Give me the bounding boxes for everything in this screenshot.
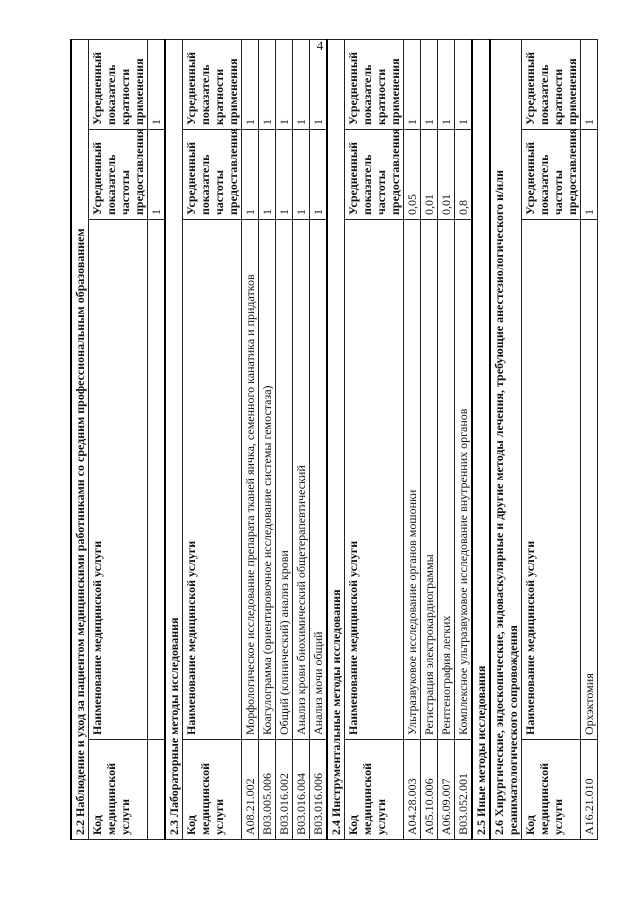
section-title-row — [327, 39, 345, 839]
header-name: Наименование медицинской услуги — [183, 220, 242, 740]
cell-name: Анализ мочи общий — [310, 220, 328, 740]
cell-code — [148, 740, 166, 840]
table-row — [455, 39, 473, 839]
cell-frequency: 1 — [259, 130, 276, 220]
header-row — [89, 39, 148, 839]
header-code: Код медицинской услуги — [522, 740, 581, 840]
cell-code: B03.005.006 — [259, 740, 276, 840]
section-title-row — [165, 39, 183, 839]
cell-name: Рентгенография легких — [438, 220, 455, 740]
header-multiplicity: Усредненный показатель кратности применения — [183, 39, 242, 129]
header-code: Код медицинской услуги — [89, 740, 148, 840]
cell-code: A05.10.006 — [421, 740, 438, 840]
cell-multiplicity: 1 — [148, 39, 166, 129]
cell-multiplicity: 1 — [404, 39, 421, 129]
section-title-2-2: 2.2 Наблюдение и уход за пациентом медицинскими работниками со средним профессиональным образованием — [71, 39, 89, 839]
header-row — [345, 39, 404, 839]
cell-multiplicity: 1 — [310, 39, 328, 129]
header-code: Код медицинской услуги — [345, 740, 404, 840]
cell-name: Комплексное ультразвуковое исследование внутренних органов — [455, 220, 473, 740]
cell-code: B03.016.002 — [276, 740, 293, 840]
cell-name: Коагулограмма (ориентировочное исследование системы гемостаза) — [259, 220, 276, 740]
cell-code: A06.09.007 — [438, 740, 455, 840]
cell-frequency: 0,8 — [455, 130, 473, 220]
cell-multiplicity: 1 — [259, 39, 276, 129]
cell-name: Регистрация электрокардиограммы — [421, 220, 438, 740]
section-title: 2.6 Хирургические, эндоскопические, эндоваскулярные и другие методы лечения, требующие анестезиологического и/или реаниматологического сопровождения — [490, 39, 522, 839]
header-frequency: Усредненный показатель частоты предоставления — [89, 130, 148, 220]
header-frequency: Усредненный показатель частоты предоставления — [183, 130, 242, 220]
page-number: 4 — [316, 38, 324, 53]
table-row — [293, 39, 310, 839]
header-multiplicity: Усредненный показатель кратности применения — [522, 39, 581, 129]
cell-code: A04.28.003 — [404, 740, 421, 840]
table-row — [276, 39, 293, 839]
cell-frequency: 1 — [310, 130, 328, 220]
cell-frequency: 1 — [581, 130, 598, 220]
table-row — [421, 39, 438, 839]
table-row — [581, 39, 598, 839]
cell-multiplicity: 1 — [438, 39, 455, 129]
cell-frequency: 1 — [148, 130, 166, 220]
cell-multiplicity: 1 — [293, 39, 310, 129]
cell-name: Ультразвуковое исследование органов мошонки — [404, 220, 421, 740]
table-row — [404, 39, 421, 839]
cell-frequency: 0,05 — [404, 130, 421, 220]
section-title-row — [472, 39, 490, 839]
cell-frequency: 0,01 — [421, 130, 438, 220]
section-title: 2.4 Инструментальные методы исследования — [327, 39, 345, 839]
cell-multiplicity: 1 — [242, 39, 259, 129]
cell-multiplicity: 1 — [581, 39, 598, 129]
cell-multiplicity: 1 — [455, 39, 473, 129]
cell-code: B03.052.001 — [455, 740, 473, 840]
header-multiplicity: Усредненный показатель кратности применения — [345, 39, 404, 129]
cell-multiplicity: 1 — [421, 39, 438, 129]
header-frequency: Усредненный показатель частоты предоставления — [345, 130, 404, 220]
header-row — [183, 39, 242, 839]
header-name: Наименование медицинской услуги — [345, 220, 404, 740]
cell-code: B03.016.004 — [293, 740, 310, 840]
cell-name: Орхэктомия — [581, 220, 598, 740]
cell-code: A16.21.010 — [581, 740, 598, 840]
cell-code: A08.21.002 — [242, 740, 259, 840]
cell-name: Морфологическое исследование препарата тканей яичка, семенного канатика и придатков — [242, 220, 259, 740]
header-frequency: Усредненный показатель частоты предоставления — [522, 130, 581, 220]
header-name: Наименование медицинской услуги — [522, 220, 581, 740]
table-row — [242, 39, 259, 839]
table-row — [259, 39, 276, 839]
section-title: 2.3 Лабораторные методы исследования — [165, 39, 183, 839]
sections-body — [165, 39, 598, 839]
section-title: 2.5 Иные методы исследования — [472, 39, 490, 839]
section-title-row — [71, 39, 89, 839]
table-row — [438, 39, 455, 839]
section-title-row — [490, 39, 522, 839]
cell-frequency: 1 — [276, 130, 293, 220]
cell-frequency: 0,01 — [438, 130, 455, 220]
header-row — [522, 39, 581, 839]
header-code: Код медицинской услуги — [183, 740, 242, 840]
cell-code: B03.016.006 — [310, 740, 328, 840]
cell-name: Общий (клинический) анализ крови — [276, 220, 293, 740]
header-multiplicity: Усредненный показатель кратности применения — [89, 39, 148, 129]
rotated-standard-table — [70, 40, 596, 840]
table-row — [310, 39, 328, 839]
medical-services-table — [70, 39, 598, 840]
cell-frequency: 1 — [242, 130, 259, 220]
cell-multiplicity: 1 — [276, 39, 293, 129]
cell-name: Анализ крови биохимический общетерапевтический — [293, 220, 310, 740]
header-name: Наименование медицинской услуги — [89, 220, 148, 740]
cell-name — [148, 220, 166, 740]
table-row — [148, 39, 166, 839]
cell-frequency: 1 — [293, 130, 310, 220]
